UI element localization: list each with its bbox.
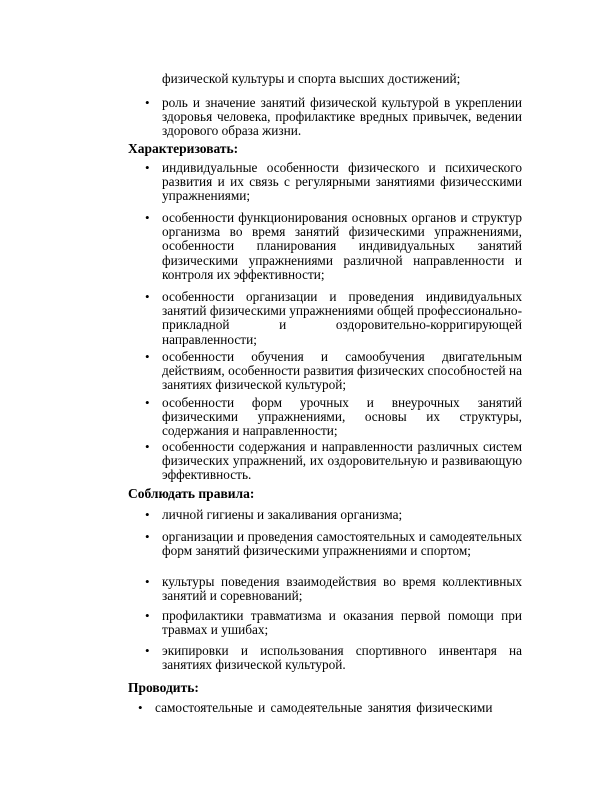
list-item: экипировки и использования спортивного инвентаря на занятиях физической культурой.	[162, 643, 522, 673]
bullet-icon: •	[145, 349, 150, 364]
heading-rules: Соблюдать правила:	[128, 486, 255, 501]
continuation-text: физической культуры и спорта высших достижений;	[162, 71, 461, 86]
list-item: особенности форм урочных и внеурочных занятий физическими упражнениями, основы их структуры, содержания и направленности;	[162, 395, 522, 439]
list-item: особенности обучения и самообучения двигательным действиям, особенности развития физических способностей на занятиях физической культурой;	[162, 349, 522, 393]
bullet-icon: •	[145, 95, 150, 110]
list-item: самостоятельные и самодеятельные занятия физическими	[155, 700, 493, 715]
bullet-icon: •	[145, 395, 150, 410]
list-item: индивидуальные особенности физического и психического развития и их связь с регулярными занятиями физичесскими упражнениями;	[162, 160, 522, 204]
bullet-icon: •	[145, 439, 150, 454]
list-item: особенности содержания и направленности различных систем физических упражнений, их оздоровительную и развивающую эффективность.	[162, 439, 522, 483]
bullet-icon: •	[138, 700, 143, 715]
heading-characterize: Характеризовать:	[128, 141, 239, 156]
list-item: организации и проведения самостоятельных и самодеятельных форм занятий физическими упражнениями и спортом;	[162, 529, 522, 559]
bullet-icon: •	[145, 574, 150, 589]
list-item: особенности организации и проведения индивидуальных занятий физическими упражнениями общей профессионально-прикладной и оздоровительно-корригирующей направленности;	[162, 289, 522, 347]
list-item: профилактики травматизма и оказания первой помощи при травмах и ушибах;	[162, 608, 522, 638]
bullet-icon: •	[145, 289, 150, 304]
list-item: роль и значение занятий физической культурой в укреплении здоровья человека, профилактике вредных привычек, ведении здорового образа жизни.	[162, 95, 522, 139]
list-item: личной гигиены и закаливания организма;	[162, 507, 403, 522]
bullet-icon: •	[145, 529, 150, 544]
bullet-icon: •	[145, 643, 150, 658]
list-item: культуры поведения взаимодействия во время коллективных занятий и соревнований;	[162, 574, 522, 604]
bullet-icon: •	[145, 210, 150, 225]
bullet-icon: •	[145, 608, 150, 623]
heading-conduct: Проводить:	[128, 680, 199, 695]
bullet-icon: •	[145, 160, 150, 175]
bullet-icon: •	[145, 507, 150, 522]
list-item: особенности функционирования основных органов и структур организма во время занятий физическими упражнениями, особенности планирования индивидуальных занятий физическими упражнениями различной направленности и контроля их эффективности;	[162, 210, 522, 282]
